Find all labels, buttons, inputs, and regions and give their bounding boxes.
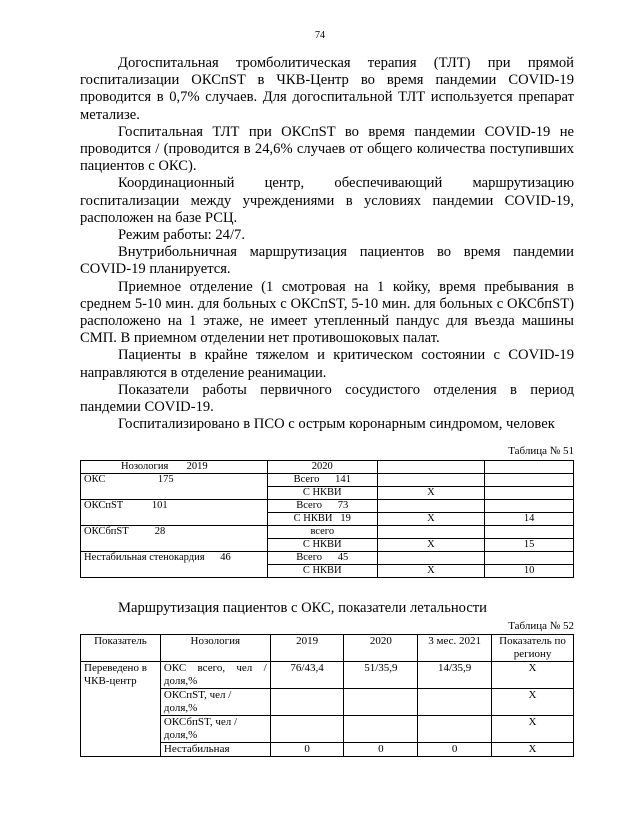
table-cell (485, 526, 574, 539)
table-cell (485, 552, 574, 565)
section-title: Маршрутизация пациентов с ОКС, показатели летальности (118, 600, 487, 616)
table-cell (270, 689, 344, 716)
table-cell: 76/43,4 (270, 662, 344, 689)
paragraph: Режим работы: 24/7. (118, 227, 245, 244)
table-cell: Всего 45 (267, 552, 377, 565)
table-cell (377, 474, 485, 487)
table-cell: С НКВИ (267, 539, 377, 552)
table-cell: 0 (270, 743, 344, 757)
table-cell: X (377, 487, 485, 500)
table-cell: X (492, 662, 574, 689)
table-row (81, 552, 574, 565)
table-cell: ОКСбпST, чел / доля,% (160, 716, 270, 743)
table-cell: 0 (344, 743, 418, 757)
header-cell: 2020 (344, 635, 418, 662)
table-cell: 51/35,9 (344, 662, 418, 689)
table-cell (485, 474, 574, 487)
paragraph: Показатели работы первичного сосудистого отделения в период пандемии COVID-19. (80, 381, 574, 416)
table-cell: X (492, 716, 574, 743)
table-52 (80, 634, 574, 757)
table-cell: Переведено в ЧКВ-центр (81, 662, 161, 757)
header-cell: 3 мес. 2021 (418, 635, 492, 662)
table-cell: ОКСпST, чел / доля,% (160, 689, 270, 716)
page-number: 74 (315, 30, 325, 41)
table-cell: X (377, 513, 485, 526)
table-cell: Нестабильная (160, 743, 270, 757)
table-51 (80, 460, 574, 578)
table-cell: 10 (485, 565, 574, 578)
paragraph: Госпитализировано в ПСО с острым коронарным синдромом, человек (118, 416, 555, 433)
table-row (81, 526, 574, 539)
table-row (81, 474, 574, 487)
table-cell: X (492, 689, 574, 716)
header-cell: 2019 (270, 635, 344, 662)
paragraph: Госпитальная ТЛТ при ОКСпST во время пандемии COVID-19 не проводится / (проводится в 24,6% случаев от общего количества поступивших пациентов с ОКС). (80, 123, 574, 175)
header-cell: Нозология 2019 (81, 461, 268, 474)
table-cell (418, 716, 492, 743)
header-cell: Нозология (160, 635, 270, 662)
table-cell: С НКВИ (267, 565, 377, 578)
paragraph: Пациенты в крайне тяжелом и критическом состоянии с COVID-19 направляются в отделение реанимации. (80, 347, 574, 381)
table-cell: 14/35,9 (418, 662, 492, 689)
table-cell (377, 500, 485, 513)
table-cell: 14 (485, 513, 574, 526)
table-header-row (81, 635, 574, 662)
table-cell: X (492, 743, 574, 757)
table-cell: X (377, 539, 485, 552)
paragraph: Внутрибольничная маршрутизация пациентов во время пандемии COVID-19 планируется. (80, 244, 574, 278)
table-cell: Нестабильная стенокардия 46 (81, 552, 268, 578)
table-cell: Всего 73 (267, 500, 377, 513)
table-cell: 15 (485, 539, 574, 552)
table-cell: 0 (418, 743, 492, 757)
table-cell: всего (267, 526, 377, 539)
table-cell (377, 526, 485, 539)
table-cell (485, 500, 574, 513)
table-cell (485, 487, 574, 500)
table-row (81, 662, 574, 689)
header-cell (485, 461, 574, 474)
table-51-caption: Таблица № 51 (508, 445, 574, 457)
table-cell: ОКСбпST 28 (81, 526, 268, 552)
table-cell: Всего 141 (267, 474, 377, 487)
table-cell: ОКС всего, чел / доля,% (160, 662, 270, 689)
header-cell: Показатель (81, 635, 161, 662)
table-header-row (81, 461, 574, 474)
table-cell (377, 552, 485, 565)
table-52-caption: Таблица № 52 (508, 620, 574, 632)
table-cell (270, 716, 344, 743)
paragraph: Координационный центр, обеспечивающий маршрутизацию госпитализации между учреждениями в условиях пандемии COVID-19, расположен на базе РСЦ. (80, 175, 574, 226)
table-cell (344, 716, 418, 743)
table-cell: X (377, 565, 485, 578)
table-cell (344, 689, 418, 716)
table-cell: ОКС 175 (81, 474, 268, 500)
header-cell: 2020 (267, 461, 377, 474)
paragraph: Догоспитальная тромболитическая терапия (ТЛТ) при прямой госпитализации ОКСпST в ЧКВ-Центр во время пандемии COVID-19 проводится в 0,7% случаев. Для догоспитальной ТЛТ используется препарат метализе. (80, 55, 574, 123)
table-cell: ОКСпST 101 (81, 500, 268, 526)
header-cell (377, 461, 485, 474)
table-cell: С НКВИ (267, 487, 377, 500)
table-row (81, 500, 574, 513)
table-cell: С НКВИ 19 (267, 513, 377, 526)
header-cell: Показатель по региону (492, 635, 574, 662)
paragraph: Приемное отделение (1 смотровая на 1 койку, время пребывания в среднем 5-10 мин. для больных с ОКСпST, 5-10 мин. для больных с ОКСбпST) расположено на 1 этаже, не имеет утепленный пандус для въезда машины СМП. В приемном отделении нет противошоковых палат. (80, 278, 574, 347)
table-cell (418, 689, 492, 716)
body-text (80, 55, 574, 433)
